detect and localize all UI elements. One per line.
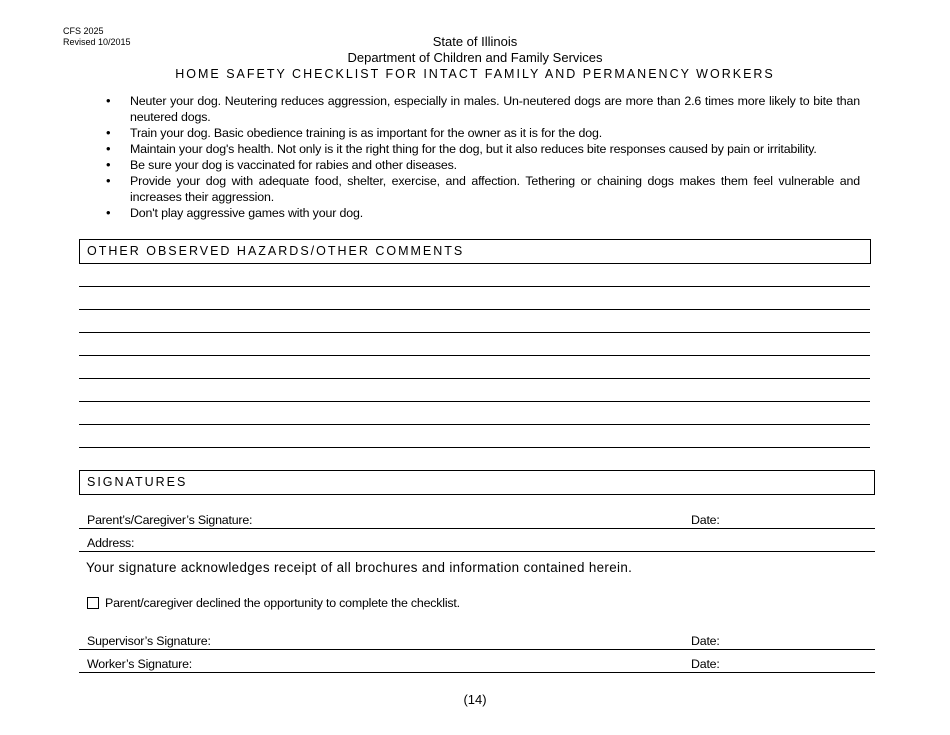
form-revision: Revised 10/2015: [63, 37, 131, 47]
page-title: HOME SAFETY CHECKLIST FOR INTACT FAMILY AND PERMANENCY WORKERS: [175, 67, 775, 81]
comment-line[interactable]: [79, 332, 870, 333]
list-item: • Provide your dog with adequate food, shelter, exercise, and affection. Tethering or chaining dogs makes them feel vulnerable and increases their aggression.: [104, 173, 860, 205]
supervisor-signature-field[interactable]: [79, 630, 875, 650]
parent-signature-field[interactable]: [79, 509, 875, 529]
list-item: • Don't play aggressive games with your dog.: [104, 205, 860, 221]
comment-line[interactable]: [79, 378, 870, 379]
department-name: Department of Children and Family Services: [347, 50, 603, 65]
supervisor-date-label: Date:: [691, 634, 720, 648]
address-field[interactable]: [79, 532, 875, 552]
declined-checkbox-row: [87, 596, 460, 610]
comment-line[interactable]: [79, 447, 870, 448]
comment-line[interactable]: [79, 286, 870, 287]
dog-safety-tips: [104, 93, 860, 221]
worker-date-label: Date:: [691, 657, 720, 671]
parent-signature-label: Parent’s/Caregiver’s Signature:: [87, 513, 253, 527]
address-label: Address:: [87, 536, 135, 550]
acknowledgement-text: Your signature acknowledges receipt of all brochures and information contained herein.: [86, 560, 633, 575]
comment-line[interactable]: [79, 401, 870, 402]
state-name: State of Illinois: [432, 34, 518, 49]
worker-signature-label: Worker’s Signature:: [87, 657, 193, 671]
signatures-heading: SIGNATURES: [79, 470, 875, 495]
comment-line[interactable]: [79, 355, 870, 356]
list-item: • Maintain your dog's health. Not only is it the right thing for the dog, but it also reduces bite responses caused by pain or irritability.: [104, 141, 860, 157]
list-item: • Be sure your dog is vaccinated for rabies and other diseases.: [104, 157, 860, 173]
worker-signature-field[interactable]: [79, 653, 875, 673]
declined-checkbox[interactable]: [87, 597, 99, 609]
page-number: (14): [463, 692, 487, 707]
list-item: • Neuter your dog. Neutering reduces aggression, especially in males. Un-neutered dogs are more than 2.6 times more likely to bite than neutered dogs.: [104, 93, 860, 125]
list-item: • Train your dog. Basic obedience training is as important for the owner as it is for the dog.: [104, 125, 860, 141]
supervisor-signature-label: Supervisor’s Signature:: [87, 634, 211, 648]
comment-line[interactable]: [79, 424, 870, 425]
comment-line[interactable]: [79, 309, 870, 310]
hazards-heading: OTHER OBSERVED HAZARDS/OTHER COMMENTS: [79, 239, 871, 264]
declined-label: Parent/caregiver declined the opportunity to complete the checklist.: [105, 596, 460, 610]
form-number: CFS 2025: [63, 26, 104, 36]
parent-date-label: Date:: [691, 513, 720, 527]
